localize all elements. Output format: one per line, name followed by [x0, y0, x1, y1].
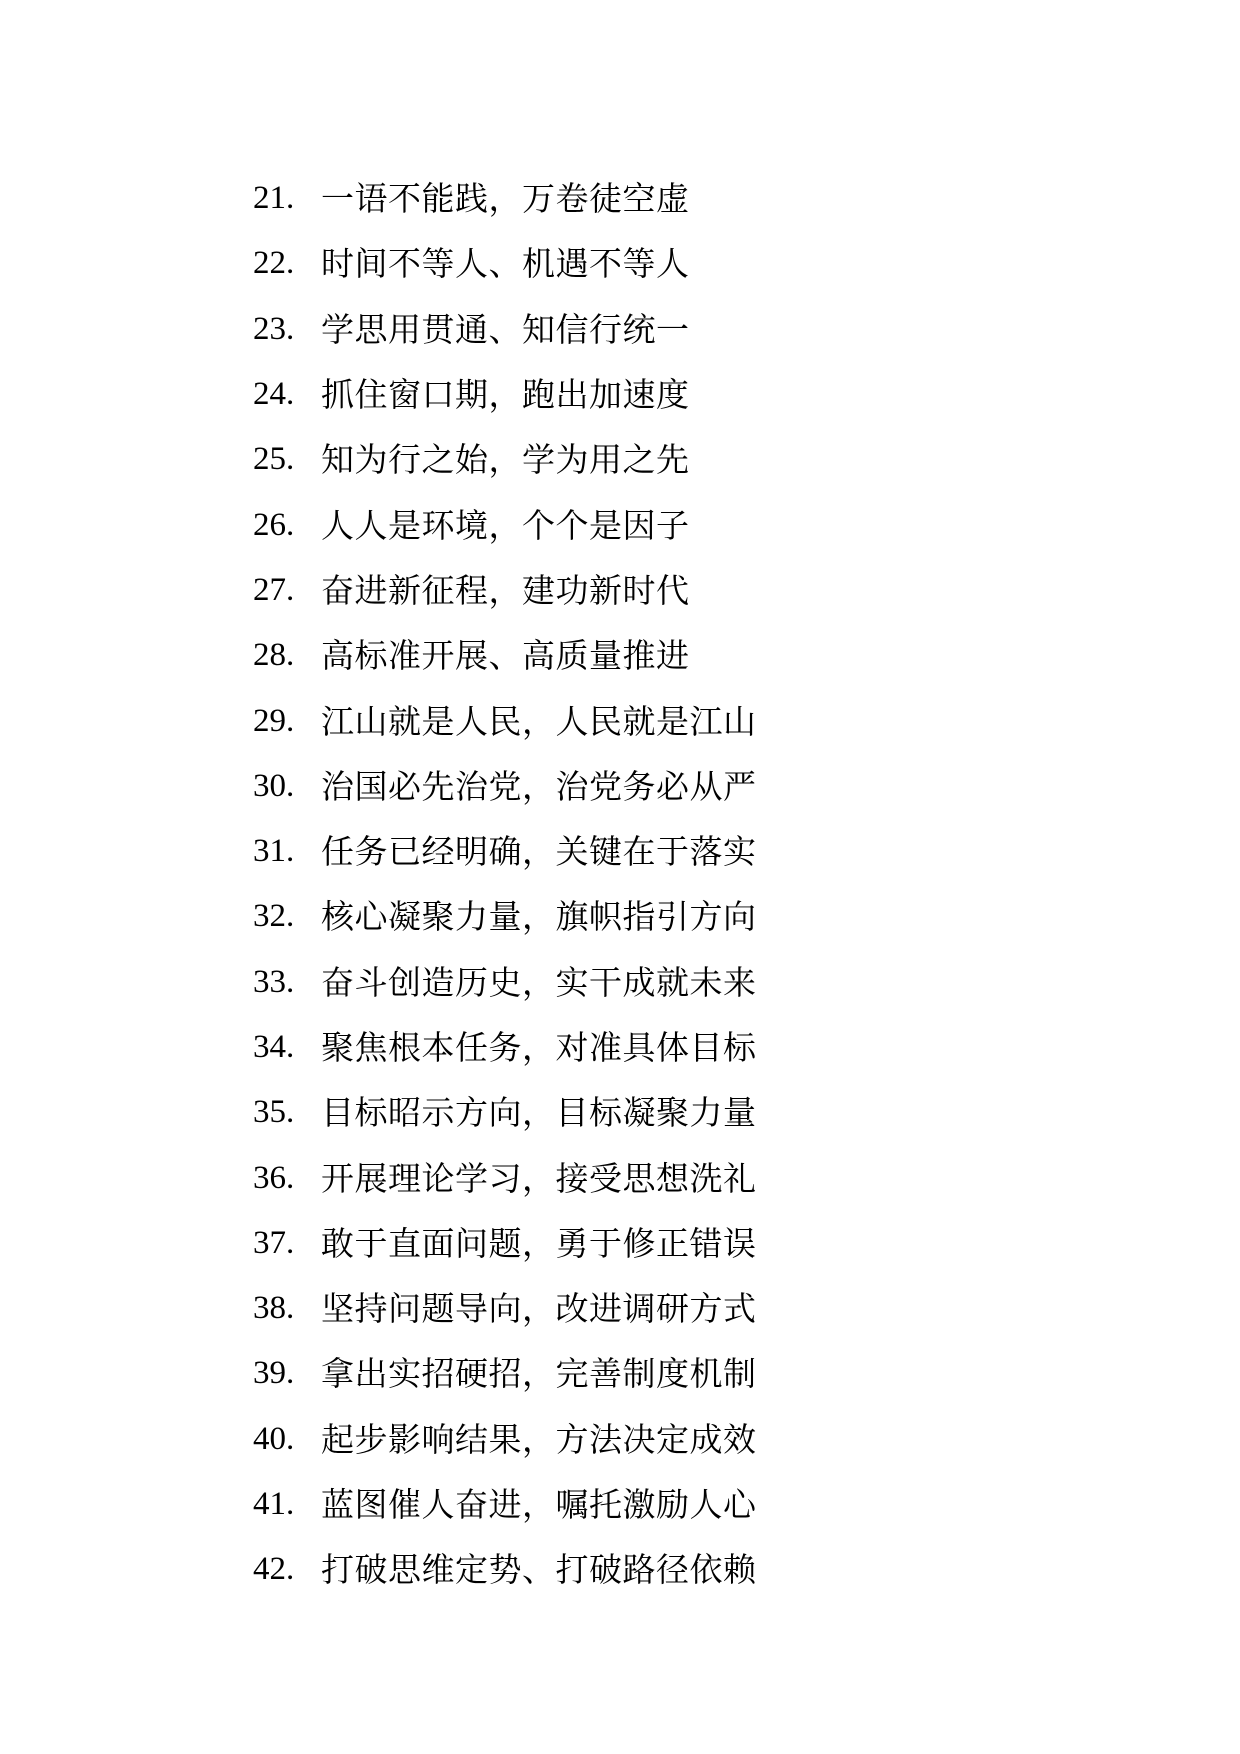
list-item: [253, 297, 757, 362]
list-item-text: 起步影响结果，方法决定成效: [321, 1419, 757, 1459]
list-item-number: 26.: [253, 506, 295, 543]
list-item: [253, 492, 757, 557]
list-item: [253, 950, 757, 1015]
list-item: [253, 754, 757, 819]
list-item-number: 40.: [253, 1420, 295, 1457]
list-item: [253, 623, 757, 688]
list-item-number: 24.: [253, 376, 295, 413]
list-item: [253, 884, 757, 949]
list-item-number: 25.: [253, 441, 295, 478]
list-item: [253, 1472, 757, 1537]
list-item: [253, 1145, 757, 1210]
list-item-number: 38.: [253, 1290, 295, 1327]
list-item-text: 治国必先治党，治党务必从严: [321, 766, 757, 806]
list-item-text: 学思用贯通、知信行统一: [321, 309, 690, 349]
list-item-text: 奋进新征程，建功新时代: [321, 570, 690, 610]
list-item-number: 41.: [253, 1486, 295, 1523]
list-item-number: 22.: [253, 245, 295, 282]
list-item-text: 人人是环境，个个是因子: [321, 505, 690, 545]
list-item-number: 36.: [253, 1159, 295, 1196]
list-item-text: 打破思维定势、打破路径依赖: [321, 1550, 757, 1590]
list-item-number: 27.: [253, 571, 295, 608]
list-item: [253, 1341, 757, 1406]
list-item: [253, 1407, 757, 1472]
list-item-text: 一语不能践，万卷徒空虚: [321, 179, 690, 219]
list-item-text: 目标昭示方向，目标凝聚力量: [321, 1093, 757, 1133]
list-item-text: 核心凝聚力量，旗帜指引方向: [321, 897, 757, 937]
list-item-text: 任务已经明确，关键在于落实: [321, 832, 757, 872]
list-item-text: 蓝图催人奋进，嘱托激励人心: [321, 1485, 757, 1525]
list-item: [253, 1537, 757, 1602]
list-item-number: 31.: [253, 833, 295, 870]
list-item-number: 32.: [253, 898, 295, 935]
list-item: [253, 1276, 757, 1341]
list-item-number: 21.: [253, 180, 295, 217]
list-item-number: 30.: [253, 767, 295, 804]
list-item: [253, 166, 757, 231]
list-item-number: 29.: [253, 702, 295, 739]
list-item: [253, 1211, 757, 1276]
list-item-text: 江山就是人民，人民就是江山: [321, 701, 757, 741]
list-item: [253, 231, 757, 296]
list-item: [253, 427, 757, 492]
list-item-text: 时间不等人、机遇不等人: [321, 244, 690, 284]
numbered-list: [253, 166, 757, 1603]
list-item-number: 34.: [253, 1029, 295, 1065]
list-item-number: 35.: [253, 1094, 295, 1131]
list-item-text: 拿出实招硬招，完善制度机制: [321, 1354, 757, 1394]
list-item-number: 42.: [253, 1551, 295, 1588]
list-item: [253, 558, 757, 623]
list-item: [253, 362, 757, 427]
list-item: [253, 1015, 757, 1080]
list-item-text: 知为行之始，学为用之先: [321, 440, 690, 480]
list-item-number: 28.: [253, 637, 295, 674]
list-item-text: 抓住窗口期，跑出加速度: [321, 375, 690, 415]
list-item-number: 33.: [253, 963, 295, 1000]
list-item: [253, 688, 757, 753]
list-item-text: 高标准开展、高质量推进: [321, 636, 690, 676]
list-item: [253, 1080, 757, 1145]
list-item-text: 聚焦根本任务，对准具体目标: [321, 1028, 757, 1067]
list-item-number: 37.: [253, 1224, 295, 1261]
list-item-number: 23.: [253, 310, 295, 347]
list-item-number: 39.: [253, 1355, 295, 1392]
list-item-text: 开展理论学习，接受思想洗礼: [321, 1158, 757, 1198]
list-item-text: 奋斗创造历史，实干成就未来: [321, 962, 757, 1002]
list-item-text: 坚持问题导向，改进调研方式: [321, 1289, 757, 1329]
list-item-text: 敢于直面问题，勇于修正错误: [321, 1223, 757, 1263]
list-item: [253, 819, 757, 884]
